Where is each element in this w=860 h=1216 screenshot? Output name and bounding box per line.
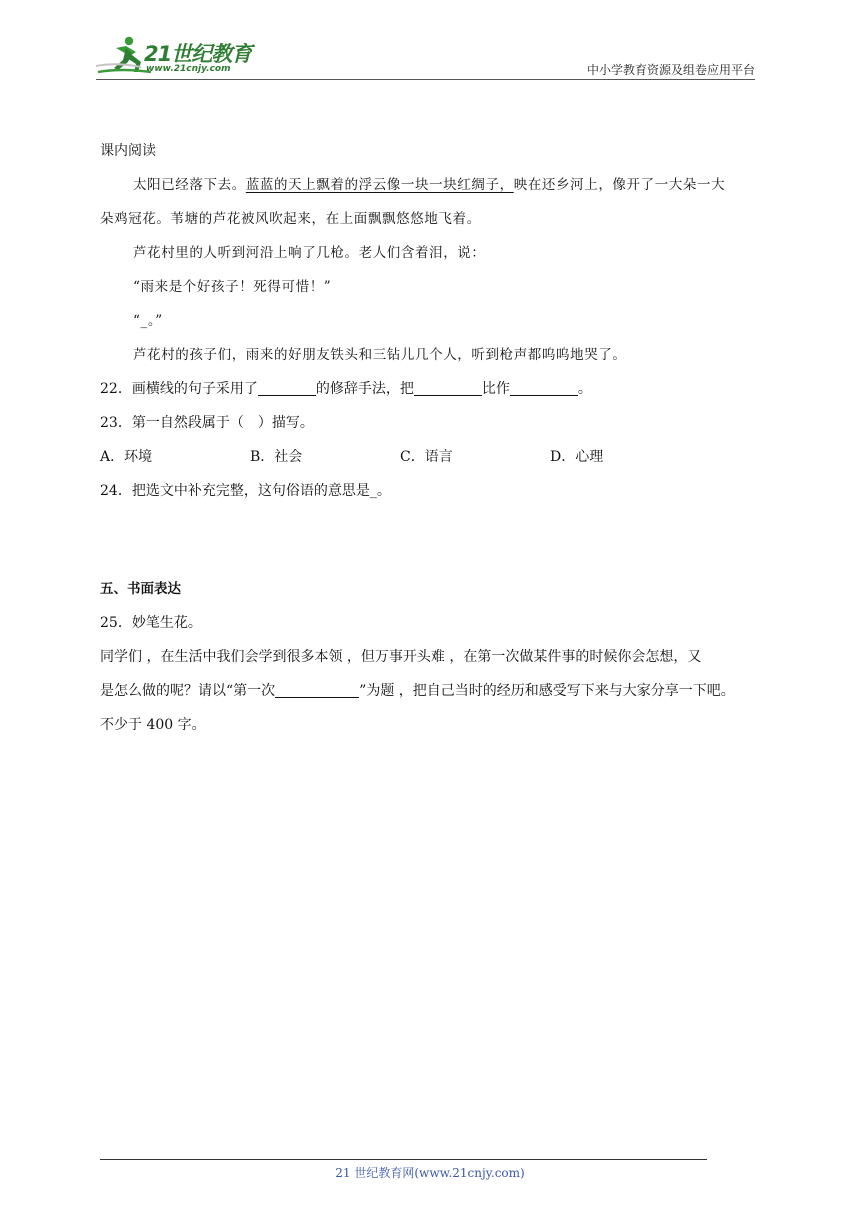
passage-text: 映在还乡河上，像开了一大朵一大	[513, 177, 726, 193]
site-logo	[96, 34, 261, 78]
option-a[interactable]: A．环境	[100, 449, 153, 465]
question-25: 25．妙笔生花。	[100, 615, 202, 631]
logo-text: 21世纪教育	[144, 42, 252, 66]
essay-prompt-line-2	[100, 674, 770, 708]
header-platform-text: 中小学教育资源及组卷应用平台	[586, 63, 755, 77]
passage-paragraph-2: 芦花村里的人听到河沿上响了几枪。老人们含着泪，说：	[133, 245, 486, 261]
passage-paragraph-1-line-2: 朵鸡冠花。苇塘的芦花被风吹起来，在上面飘飘悠悠地飞着。	[100, 211, 481, 227]
footer-text[interactable]: 21 世纪教育网(www.21cnjy.com)	[335, 1166, 525, 1180]
question-23-options	[100, 440, 770, 474]
question-text: 比作	[481, 381, 510, 397]
footer-divider	[100, 1159, 707, 1160]
section-5-title: 五、书面表达	[100, 581, 181, 597]
passage-paragraph-5: 芦花村的孩子们，雨来的好朋友铁头和三钻儿几个人，听到枪声都呜呜地哭了。	[133, 347, 627, 363]
header-divider	[96, 79, 755, 80]
underlined-sentence: 蓝蓝的天上飘着的浮云像一块一块红绸子，	[245, 177, 514, 193]
passage-quote-2: “_。”	[133, 313, 163, 329]
option-b[interactable]: B．社会	[250, 449, 303, 465]
option-c[interactable]: C．语言	[400, 449, 453, 465]
reading-heading: 课内阅读	[100, 143, 156, 159]
logo-url: www.21cnjy.com	[146, 64, 231, 74]
question-text: 的修辞手法，把	[315, 381, 414, 397]
question-text: 。	[577, 381, 592, 397]
answer-blank[interactable]	[414, 379, 482, 396]
answer-blank[interactable]	[258, 379, 316, 396]
question-24: 24．把选文中补充完整，这句俗语的意思是_。	[100, 483, 391, 499]
option-d[interactable]: D．心理	[550, 449, 604, 465]
passage-text: 太阳已经落下去。	[133, 177, 246, 193]
question-text: 22．画横线的句子采用了	[100, 381, 258, 397]
passage-quote-1: “雨来是个好孩子！死得可惜！”	[133, 279, 332, 295]
essay-prompt-line-1: 同学们 ，在生活中我们会学到很多本领 ，但万事开头难 ，在第一次做某件事的时候你会怎想，又	[100, 649, 702, 665]
essay-prompt-line-3: 不少于 400 字。	[100, 717, 206, 733]
question-23: 23．第一自然段属于（ ）描写。	[100, 415, 314, 431]
page-header	[0, 0, 860, 90]
spacer	[100, 508, 770, 572]
prompt-text: 是怎么做的呢？请以“第一次	[100, 683, 276, 699]
worksheet-body	[100, 134, 770, 742]
answer-blank[interactable]	[510, 379, 578, 396]
prompt-text: ”为题 ，把自己当时的经历和感受写下来与大家分享一下吧。	[359, 683, 735, 699]
title-blank[interactable]	[275, 681, 359, 698]
question-22	[100, 372, 770, 406]
passage-paragraph-1-line-1	[100, 168, 770, 202]
